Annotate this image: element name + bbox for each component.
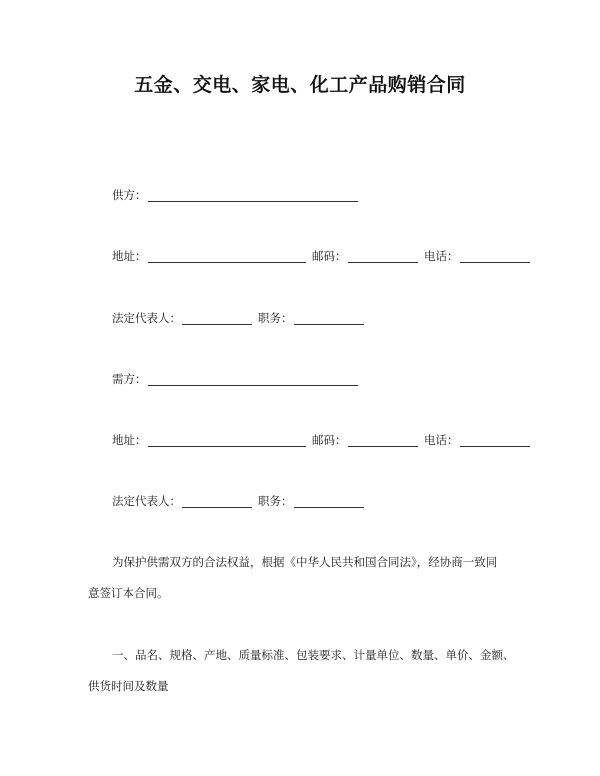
page-title: 五金、交电、家电、化工产品购销合同 xyxy=(134,74,466,96)
supplier-name-label: 供方： xyxy=(112,188,147,202)
buyer-rep-field[interactable] xyxy=(182,507,252,508)
buyer-name-field[interactable] xyxy=(148,385,358,386)
buyer-postcode-label: 邮码： xyxy=(312,433,347,447)
buyer-phone-label: 电话： xyxy=(424,433,459,447)
supplier-postcode-label: 邮码： xyxy=(312,249,347,263)
buyer-postcode-field[interactable] xyxy=(348,446,418,447)
supplier-address-field[interactable] xyxy=(148,262,306,263)
section-1-line-2: 供货时间及数量 xyxy=(88,679,169,693)
intro-line-2: 意签订本合同。 xyxy=(88,586,169,600)
supplier-phone-label: 电话： xyxy=(424,249,459,263)
buyer-position-field[interactable] xyxy=(294,507,364,508)
buyer-name-label: 需方： xyxy=(112,372,147,386)
supplier-address-label: 地址： xyxy=(112,249,147,263)
buyer-address-label: 地址： xyxy=(112,433,147,447)
buyer-rep-label: 法定代表人： xyxy=(112,494,181,508)
supplier-position-field[interactable] xyxy=(294,324,364,325)
supplier-position-label: 职务： xyxy=(258,311,293,325)
buyer-address-field[interactable] xyxy=(148,446,306,447)
buyer-phone-field[interactable] xyxy=(460,446,530,447)
supplier-rep-label: 法定代表人： xyxy=(112,311,181,325)
supplier-name-field[interactable] xyxy=(148,201,358,202)
section-1-line-1: 一、品名、规格、产地、质量标准、包装要求、计量单位、数量、单价、金额、 xyxy=(112,648,515,662)
supplier-postcode-field[interactable] xyxy=(348,262,418,263)
supplier-phone-field[interactable] xyxy=(460,262,530,263)
intro-line-1: 为保护供需双方的合法权益，根据《中华人民共和国合同法》，经协商一致同 xyxy=(112,555,498,569)
supplier-rep-field[interactable] xyxy=(182,324,252,325)
buyer-position-label: 职务： xyxy=(258,494,293,508)
